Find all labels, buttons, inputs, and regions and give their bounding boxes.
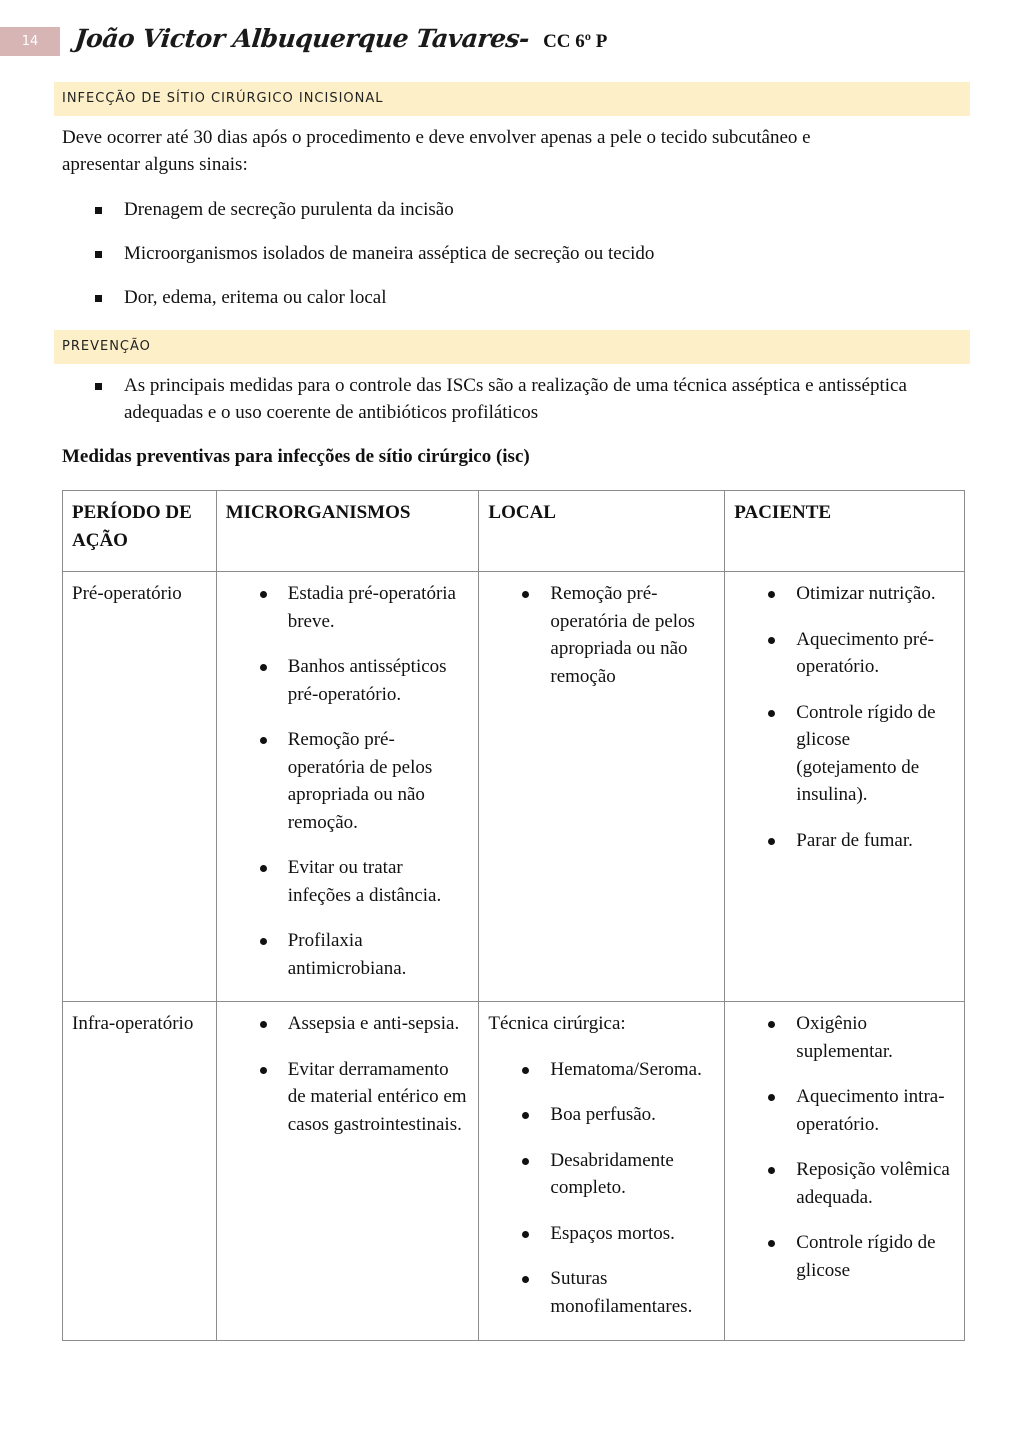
section-title: PREVENÇÃO xyxy=(62,339,151,354)
patient-cell xyxy=(725,1002,965,1341)
prevention-list xyxy=(62,372,942,443)
local-cell xyxy=(479,1002,725,1341)
list-item: Reposição volêmica adequada. xyxy=(734,1156,955,1211)
section-heading-incisional xyxy=(54,82,970,116)
list-item: Parar de fumar. xyxy=(734,827,955,855)
section-heading-prevention xyxy=(54,330,970,364)
local-intro: Técnica cirúrgica: xyxy=(488,1013,626,1034)
list-item: Remoção pré-operatória de pelos apropriada ou não remoção. xyxy=(226,726,470,836)
list-item: Aquecimento pré-operatório. xyxy=(734,626,955,681)
author-name: João Victor Albuquerque Tavares- xyxy=(73,24,531,53)
list-item: Boa perfusão. xyxy=(488,1101,715,1129)
intro-line: Deve ocorrer até 30 dias após o procedimento e deve envolver apenas a pele o tecido subcutâneo e xyxy=(62,127,811,148)
list-item: Estadia pré-operatória breve. xyxy=(226,580,470,635)
table-title: Medidas preventivas para infecções de sítio cirúrgico (isc) xyxy=(62,446,530,467)
list-item: Microorganismos isolados de maneira asséptica de secreção ou tecido xyxy=(62,240,942,267)
list-item: Profilaxia antimicrobiana. xyxy=(226,927,470,982)
patient-cell xyxy=(725,572,965,1002)
period-cell: Infra-operatório xyxy=(63,1002,217,1341)
column-header-patient: PACIENTE xyxy=(725,491,965,572)
table-row-pre-operative xyxy=(63,572,965,1002)
column-header-microorganisms: MICRORGANISMOS xyxy=(216,491,479,572)
intro-line: apresentar alguns sinais: xyxy=(62,154,248,175)
page-header xyxy=(75,24,607,64)
column-header-local: LOCAL xyxy=(479,491,725,572)
section-title: INFECÇÃO DE SÍTIO CIRÚRGICO INCISIONAL xyxy=(62,91,384,106)
list-item: Drenagem de secreção purulenta da incisão xyxy=(62,196,942,223)
list-item: Banhos antissépticos pré-operatório. xyxy=(226,653,470,708)
intro-paragraph xyxy=(62,124,942,178)
list-item: Controle rígido de glicose xyxy=(734,1229,955,1284)
list-item: Hematoma/Seroma. xyxy=(488,1056,715,1084)
list-item: Evitar ou tratar infeções a distância. xyxy=(226,854,470,909)
course-label: CC 6º P xyxy=(543,31,608,52)
list-item: Aquecimento intra-operatório. xyxy=(734,1083,955,1138)
microorganisms-cell xyxy=(216,572,479,1002)
signs-list xyxy=(62,196,942,328)
list-item: Suturas monofilamentares. xyxy=(488,1265,715,1320)
list-item: Evitar derramamento de material entérico em casos gastrointestinais. xyxy=(226,1056,470,1139)
list-item: Espaços mortos. xyxy=(488,1220,715,1248)
list-item: Controle rígido de glicose (gotejamento de insulina). xyxy=(734,699,955,809)
page-number: 14 xyxy=(0,27,60,56)
table-header-row xyxy=(63,491,965,572)
local-cell xyxy=(479,572,725,1002)
period-cell: Pré-operatório xyxy=(63,572,217,1002)
list-item: Otimizar nutrição. xyxy=(734,580,955,608)
table-row-intra-operative xyxy=(63,1002,965,1341)
list-item: Oxigênio suplementar. xyxy=(734,1010,955,1065)
column-header-period: PERÍODO DE AÇÃO xyxy=(63,491,217,572)
preventive-measures-table xyxy=(62,490,965,1341)
microorganisms-cell xyxy=(216,1002,479,1341)
list-item: Remoção pré-operatória de pelos apropriada ou não remoção xyxy=(488,580,715,690)
list-item: As principais medidas para o controle das ISCs são a realização de uma técnica asséptica e antisséptica adequadas e o uso coerente de antibióticos profiláticos xyxy=(62,372,942,426)
list-item: Desabridamente completo. xyxy=(488,1147,715,1202)
list-item: Assepsia e anti-sepsia. xyxy=(226,1010,470,1038)
list-item: Dor, edema, eritema ou calor local xyxy=(62,284,942,311)
